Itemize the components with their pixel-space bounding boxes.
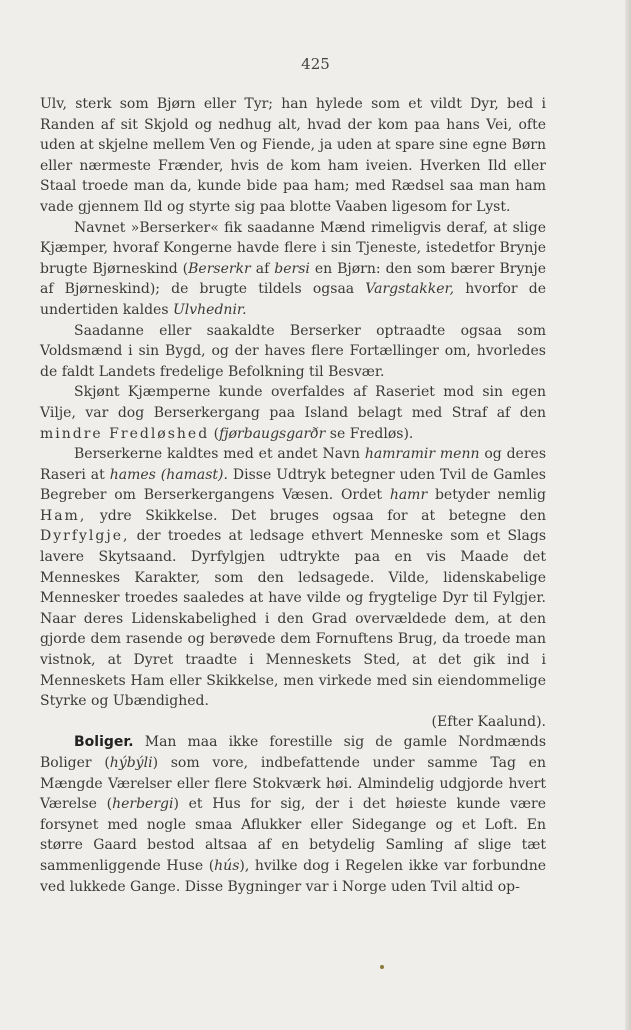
paragraph-4: Skjønt Kjæmperne kunde overfaldes af Raseriet mod sin egen Vilje, var dog Berserkergang paa Island belagt med Straf af den mindre Fredløshed (fjørbaugsgarðr se Fredløs). xyxy=(40,384,546,442)
paragraph-2: Navnet »Berserker« fik saadanne Mænd rimeligvis deraf, at slige Kjæmper, hvoraf Kongerne havde flere i sin Tjeneste, istedetfor Brynje brugte Bjørneskind (Berserkr af bersi en Bjørn: den som bærer Brynje af Bjørneskind); de brugte tildels ogsaa Vargstakker, hvorfor de undertiden kaldes Ulvhednir. xyxy=(40,219,547,318)
page-edge xyxy=(625,0,631,1030)
attribution: (Efter Kaalund). xyxy=(431,713,546,730)
paragraph-1: Ulv, sterk som Bjørn eller Tyr; han hylede som et vildt Dyr, bed i Randen af sit Skjold og nedhug alt, hvad der kom paa hans Vei, ofte uden at skjelne mellem Ven og Fiende, ja uden at spare sine egne Børn eller nærmeste Frænder, hvis de kom ham iveien. Hverken Ild eller Staal troede man da, kunde bide paa ham; med Rædsel saa man ham vade gjennem Ild og styrte sig paa blotte Vaaben ligesom for Lyst. xyxy=(40,96,546,215)
ink-spot xyxy=(380,965,384,969)
paragraph-5: Berserkerne kaldtes med et andet Navn hamramir menn og deres Raseri at hames (hamast). Disse Udtryk betegner uden Tvil de Gamles Begreber om Berserkergangens Væsen. Ordet hamr betyder nemlig Ham, ydre Skikkelse. Det bruges ogsaa for at betegne den Dyrfylgje, der troedes at ledsage ethvert Menneske som et Slags lavere Skytsaand. Dyrfylgjen udtrykte paa en vis Maade det Menneskes Karakter, som den ledsagede. Vilde, lidenskabelige Mennesker troedes saaledes at have vilde og frygtelige Dyr til Fylgjer. Naar deres Lidenskabelighed i den Grad overvældede dem, at den gjorde dem rasende og berøvede dem Fornuftens Brug, da troede man vistnok, at Dyret traadte i Menneskets Sted, at det gik ind i Menneskets Ham eller Skikkelse, men virkede med sin eiendommelige Styrke og Ubændighed. xyxy=(40,446,547,710)
body-text xyxy=(40,94,546,897)
section-heading: Boliger. xyxy=(74,734,134,751)
page-number: 425 xyxy=(301,55,330,73)
paragraph-3: Saadanne eller saakaldte Berserker optraadte ogsaa som Voldsmænd i sin Bygd, og der haves flere Fortællinger om, hvorledes de faldt Landets fredelige Befolkning til Besvær. xyxy=(40,322,546,380)
paragraph-boliger: Boliger. Man maa ikke forestille sig de gamle Nordmænds Boliger (hýbýli) som vore, indbefattende under samme Tag en Mængde Værelser eller flere Stokværk høi. Almindelig udgjorde hvert Værelse (herbergi) et Hus for sig, der i det høieste kunde være forsynet med nogle smaa Aflukker eller Sidegange og et Loft. En større Gaard bestod altsaa af en betydelig Samling af slige tæt sammenliggende Huse (hús), hvilke dog i Regelen ikke var forbundne ved lukkede Gange. Disse Bygninger var i Norge uden Tvil altid op- xyxy=(40,734,546,895)
